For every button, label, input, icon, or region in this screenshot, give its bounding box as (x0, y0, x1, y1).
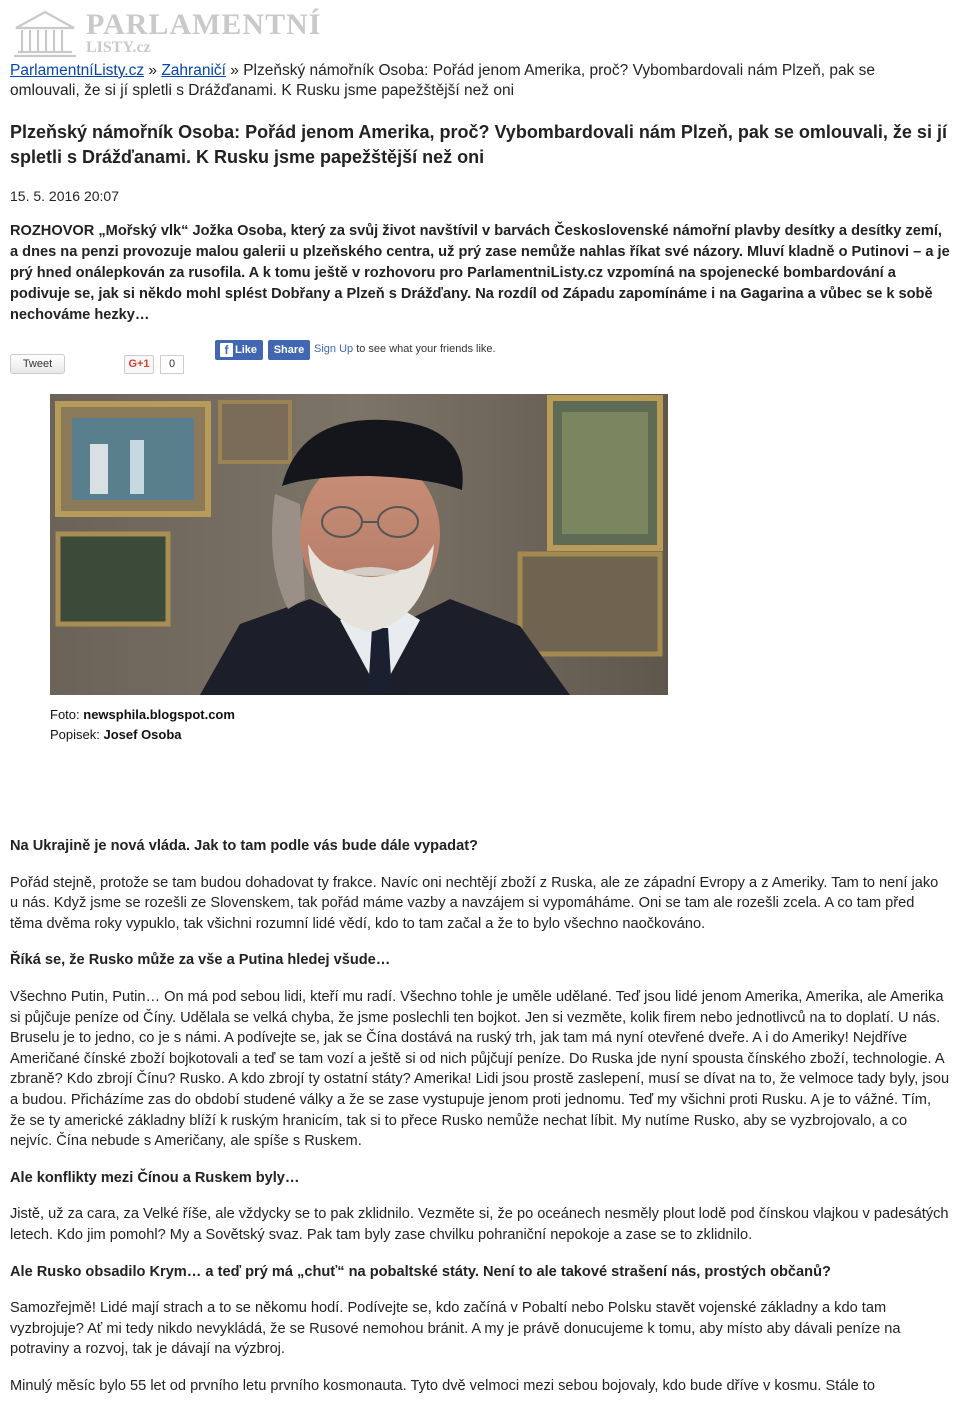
article-photo (50, 394, 668, 695)
interview-question: Na Ukrajině je nová vláda. Jak to tam podle vás bude dále vypadat? (10, 838, 478, 854)
breadcrumb-separator: » (144, 62, 162, 79)
article-body (10, 836, 950, 1401)
breadcrumb (10, 61, 910, 101)
breadcrumb-current: Plzeňský námořník Osoba: Pořád jenom Amerika, proč? Vybombardovali nám Plzeň, pak se omlouvali, že si jí spletli s Drážďanami. K Rusku jsme papežštější než oni (10, 62, 875, 99)
portrait-image (50, 394, 668, 695)
photo-credit-label: Foto: (50, 707, 80, 722)
photo-caption-line (50, 725, 235, 745)
photo-credit-source: newsphila.blogspot.com (83, 707, 235, 722)
interview-answer: Minulý měsíc bylo 55 let od prvního letu prvního kosmonauta. Tyto dvě velmoci mezi sebou bojovaly, kdo bude dříve v kosmu. Stále to (10, 1377, 875, 1394)
interview-answer: Jistě, už za cara, za Velké říše, ale vždycky se to pak zklidnilo. Vezměte si, že po oceánech nesměly plout lodě pod čínskou vlajkou v padesátých letech. Kdo jim pomohl? My a Sovětský svaz. Pak tam byly zase chvilku pohraniční nepokoje a zase se to zklidnilo. (10, 1206, 949, 1243)
facebook-signup-link[interactable]: Sign Up (314, 343, 354, 355)
facebook-icon: f (220, 343, 233, 357)
site-logo[interactable] (10, 6, 322, 58)
photo-credit-line (50, 705, 235, 725)
breadcrumb-separator: » (225, 62, 244, 79)
interview-question: Říká se, že Rusko může za vše a Putina hledej všude… (10, 952, 391, 969)
logo-title: PARLAMENTNÍ (86, 8, 322, 41)
article-lead: ROZHOVOR „Mořský vlk“ Jožka Osoba, který za svůj život navštívil v barvách Československé námořní plavby desítky a desítky zemí, a dnes na penzi provozuje malou galerii u plzeňského centra, už prý zase nemůže nahlas říkat své názory. Mluví kladně o Putinovi – a je prý hned onálepkován za rusofila. A k tomu ještě v rozhovoru pro ParlamentniListy.cz vzpomíná na spojenecké bombardování a podivuje se, jak si někdo mohl splést Dobřany a Plzeň s Drážďany. Na rozdíl od Západu zapomínáme i na Gagarina a vůbec se k sobě nechováme hezky… (10, 223, 950, 323)
google-plus-count: 0 (160, 355, 184, 374)
interview-answer: Všechno Putin, Putin… On má pod sebou lidi, kteří mu radí. Všechno tohle je uměle udělané. Teď jsou lidé jenom Amerika, Amerika, ale Amerika si půjčuje peníze od Číny. Udělala se velká chyba, že jsme poslechli ten bojkot. Jen si vezměte, kolik firem nebo jednotlivců na to doplatí. U nás. Bruselu je to jedno, co je s námi. A podívejte se, jak se Čína dostává na ruský trh, jak tam má nyní otevřené dveře. A i do Ameriky! Nejdříve Američané čínské zboží bojkotovali a teď se tam vozí a ještě si od nich půjčují peníze. Do Ruska jde nyní spousta čínského zboží, technologie. A zbraně? Kdo zbrojí Čínu? Rusko. A kdo zbrojí ty ostatní státy? Amerika! Lidi jsou prostě zaslepení, musí se dívat na to, že velmoce tady byly, jsou a budou. Přicházíme zas do období studené války a že se zase vystupuje jenom proti jednomu. Teď my všichni proti Rusku. A je to vážné. Tím, že se ty americké základny blíží k ruským hranicím, tak si to přece Rusko nemůže nechat líbit. My nutíme Rusko, aby se vyzbrojovalo, a co nejvíc. Čína nebude s Američany, ale spíše s Ruskem. (10, 988, 950, 1150)
tweet-button[interactable]: Tweet (10, 354, 65, 374)
article-headline: Plzeňský námořník Osoba: Pořád jenom Amerika, proč? Vybombardovali nám Plzeň, pak se omlouvali, že si jí spletli s Drážďanami. K Rusku jsme papežštější než oni (10, 122, 947, 167)
facebook-like-label: Like (235, 344, 258, 356)
interview-answer: Pořád stejně, protože se tam budou dohadovat ty frakce. Navíc oni nechtějí zboží z Ruska, ale ze západní Evropy a z Ameriky. Tam to není jako u nás. Když jsme se rozešli ze Slovenskem, tak pořád máme vazby a navzájem si vypomáháme. Oni se tam ale rozešli zcela. A co tam před těma dvěma roky vypuklo, tak všichni rozumní lidé vědí, kdo to tam začal a že to bylo všechno naočkováno. (10, 874, 939, 932)
facebook-signup-text (314, 343, 496, 355)
facebook-share-button[interactable]: Share (268, 340, 310, 360)
photo-caption-label: Popisek: (50, 727, 100, 742)
interview-answer: Samozřejmě! Lidé mají strach a to se někomu hodí. Podívejte se, kdo začíná v Pobaltí nebo Polsku stavět vojenské základny a kdo tam vyzbrojuje? Ať mi tedy nikdo nevykládá, že se Rusové nemohou bránit. A my je právě donucujeme k tomu, aby místo aby dávali peníze na potraviny a rozvoj, tak je dávají na výzbroj. (10, 1300, 901, 1358)
breadcrumb-home-link[interactable]: ParlamentníListy.cz (10, 62, 145, 79)
interview-question: Ale konflikty mezi Čínou a Ruskem byly… (10, 1169, 300, 1186)
photo-caption-text: Josef Osoba (103, 727, 182, 742)
google-plus-button[interactable]: G+1 (124, 355, 154, 374)
photo-caption (50, 705, 235, 745)
breadcrumb-section-link[interactable]: Zahraničí (161, 62, 226, 79)
facebook-signup-suffix: to see what your friends like. (353, 343, 496, 355)
social-share-bar (10, 340, 610, 380)
parliament-building-icon (10, 6, 80, 58)
facebook-like-button[interactable] (215, 340, 263, 360)
article-date: 15. 5. 2016 20:07 (10, 188, 119, 204)
interview-question: Ale Rusko obsadilo Krym… a teď prý má „chuť“ na pobaltské státy. Není to ale takové strašení nás, prostých občanů? (10, 1263, 831, 1280)
logo-subtitle: LISTY.cz (86, 39, 151, 56)
